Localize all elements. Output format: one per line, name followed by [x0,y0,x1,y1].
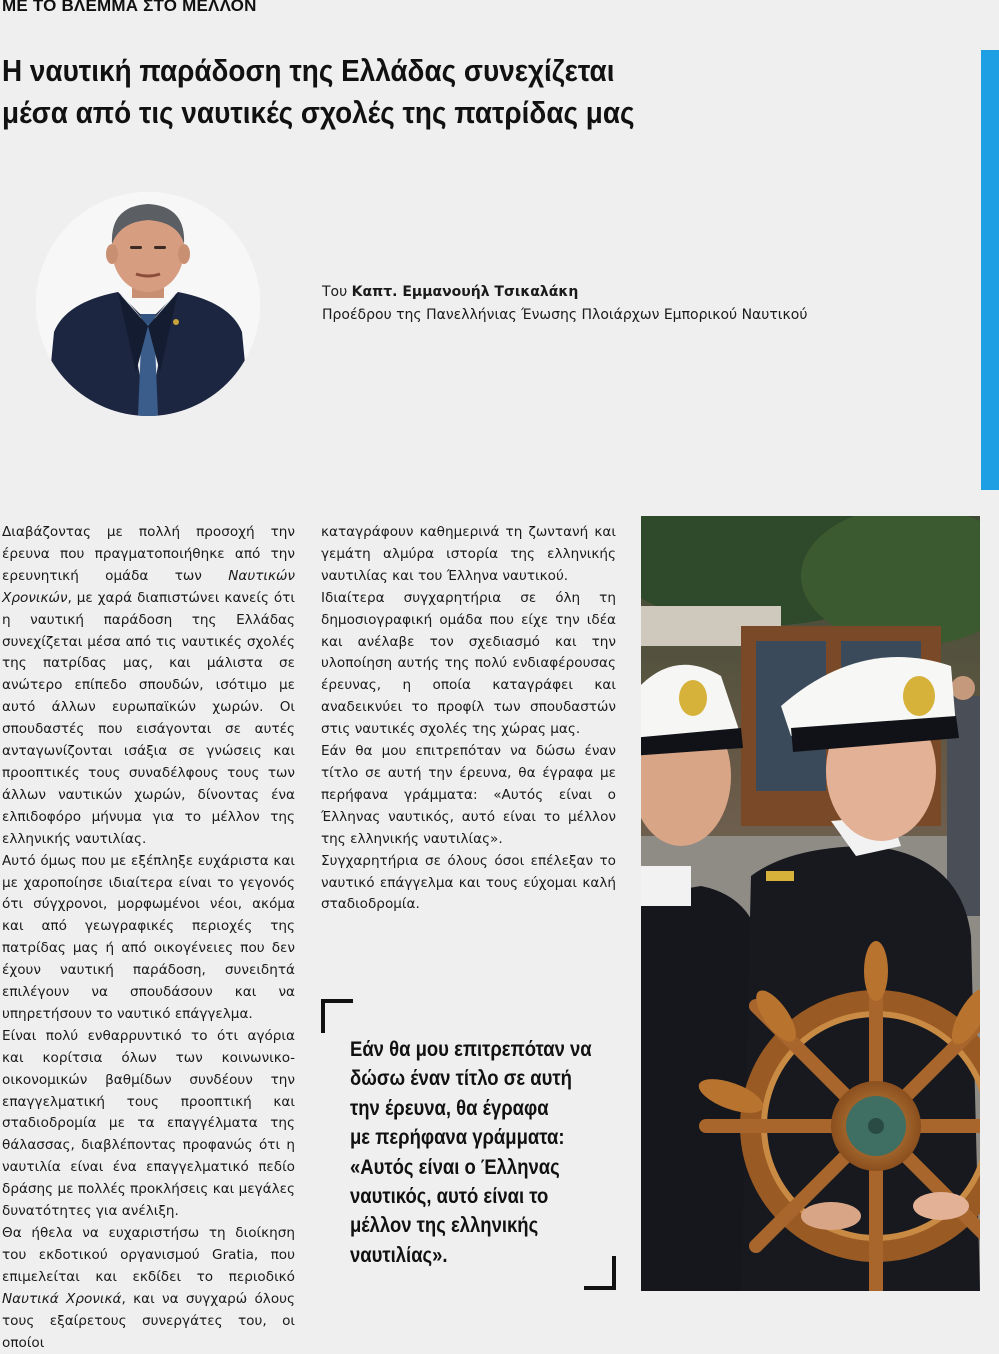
magazine-name: Ναυτικών Χρονικών [2,567,295,606]
pull-quote-line: ναυτιλίας». [350,1243,448,1267]
paragraph [2,522,295,851]
pull-quote-line: «Αυτός είναι ο Έλληνας [350,1155,560,1179]
cadets-photo [641,516,980,1291]
pull-quote-line: Εάν θα μου επιτρεπόταν να [350,1038,592,1061]
magazine-name: Ναυτικά Χρονικά [2,1290,122,1307]
paragraph: Είναι πολύ ενθαρρυντικό το ότι αγόρια και κορίτσια όλων των κοινωνικο-οικονομικών βαθμίδων συνδέουν την επαγγελματική τους προοπτική και σταδιοδρομία με τα επαγγέλματα της θάλασσας, διαβλέποντας προφανώς ότι η ναυτιλία είναι ένα επαγγελματικό πεδίο δράσης με πολλές προκλήσεις και μεγάλες δυνατότητες για ανέλιξη. [2,1027,295,1220]
paragraph: Αυτό όμως που με εξέπληξε ευχάριστα και με χαροποίησε ιδιαίτερα είναι το γεγονός ότι σύγχρονοι, μορφωμένοι νέοι, ακόμα και από γεωγραφικές περιοχές της πατρίδας μας ή από οικογένειες που δεν έχουν ναυτική παράδοση, συνειδητά επιλέγουν να σπουδάσουν και να υπηρετήσουν το ναυτικό επάγγελμα. [2,852,295,1022]
pull-quote [350,1035,592,1270]
pull-quote-line: με περήφανα γράμματα: [350,1126,565,1150]
title-line-2: μέσα από τις ναυτικές σχολές της πατρίδας μας [2,95,635,130]
article-title [2,50,866,134]
byline-author-line [322,281,807,304]
paragraph: Ιδιαίτερα συγχαρητήρια σε όλη τη δημοσιογραφική ομάδα που είχε την ιδέα και ανέλαβε τον σχεδιασμό και την υλοποίηση αυτής της πολύ ενδιαφέρουσας έρευνας, η οποία καταγράφει και αναδεικνύει το προφίλ των σπουδαστών στις ναυτικές σχολές της χώρας μας. [321,589,616,738]
author-portrait-image [36,192,260,416]
paragraph-text: , και να συγχαρώ όλους τους εξαίρετους συνεργάτες του, οι οποίοι [2,1290,296,1351]
paragraph-text: , με χαρά διαπιστώνει κανείς ότι η ναυτική παράδοση της Ελλάδας συνεχίζεται μέσα από τις ναυτικές σχολές της πατρίδας μας, και μάλιστα σε ανώτερο επίπεδο σπουδών, ισότιμο με αυτό άλλων ευρωπαϊκών χωρών. Οι σπουδαστές που εισάγονται σε αυτές ανταγωνίζονται ισάξια σε γνώσεις και προοπτικές τους συναδέλφους τους των άλλων ναυτικών χωρών, δίνοντας ένα ελπιδοφόρο μήνυμα για το μέλλον της ελληνικής ναυτιλίας. [2,589,295,847]
byline [322,281,807,327]
text-column-1 [2,522,295,1354]
pull-quote-line: την έρευνα, θα έγραφα [350,1096,549,1120]
cadets-photo-image [641,516,980,1291]
title-line-1: Η ναυτική παράδοση της Ελλάδας συνεχίζεται [2,53,615,88]
paragraph-text: Θα ήθελα να ευχαριστήσω τη διοίκηση του εκδοτικού οργανισμού Gratia, που επιμελείται και εκδίδει το περιοδικό [2,1225,295,1285]
text-column-2 [321,522,616,916]
paragraph: Συγχαρητήρια σε όλους όσοι επέλεξαν το ναυτικό επάγγελμα και τους εύχομαι καλή σταδιοδρομία. [321,852,616,913]
paragraph-text: Διαβάζοντας με πολλή προσοχή την έρευνα που πραγματοποιήθηκε από την ερευνητική ομάδα των [2,524,295,584]
quote-bracket-top-left [321,999,353,1033]
pull-quote-line: ναυτικός, αυτό είναι το [350,1185,549,1209]
author-portrait [36,192,260,416]
accent-bar [981,50,999,490]
quote-bracket-bottom-right [584,1256,616,1290]
byline-author: Καπτ. Εμμανουήλ Τσικαλάκη [351,284,579,300]
byline-role: Προέδρου της Πανελλήνιας Ένωσης Πλοιάρχων Εμπορικού Ναυτικού [322,307,808,323]
section-label: ΜΕ ΤΟ ΒΛΕΜΜΑ ΣΤΟ ΜΕΛΛΟΝ [2,0,257,15]
paragraph [2,1223,295,1354]
paragraph: Εάν θα μου επιτρεπόταν να δώσω έναν τίτλο σε αυτή την έρευνα, θα έγραφα με περήφανα γράμματα: «Αυτός είναι ο Έλληνας ναυτικός, αυτό είναι το μέλλον της ελληνικής ναυτιλίας». [321,743,616,847]
byline-prefix: Του [322,284,352,300]
pull-quote-line: μέλλον της ελληνικής [350,1214,539,1238]
pull-quote-line: δώσω έναν τίτλο σε αυτή [350,1067,572,1091]
paragraph: καταγράφουν καθημερινά τη ζωντανή και γεμάτη αλμύρα ιστορία της ελληνικής ναυτιλίας και του Έλληνα ναυτικού. [321,524,616,584]
